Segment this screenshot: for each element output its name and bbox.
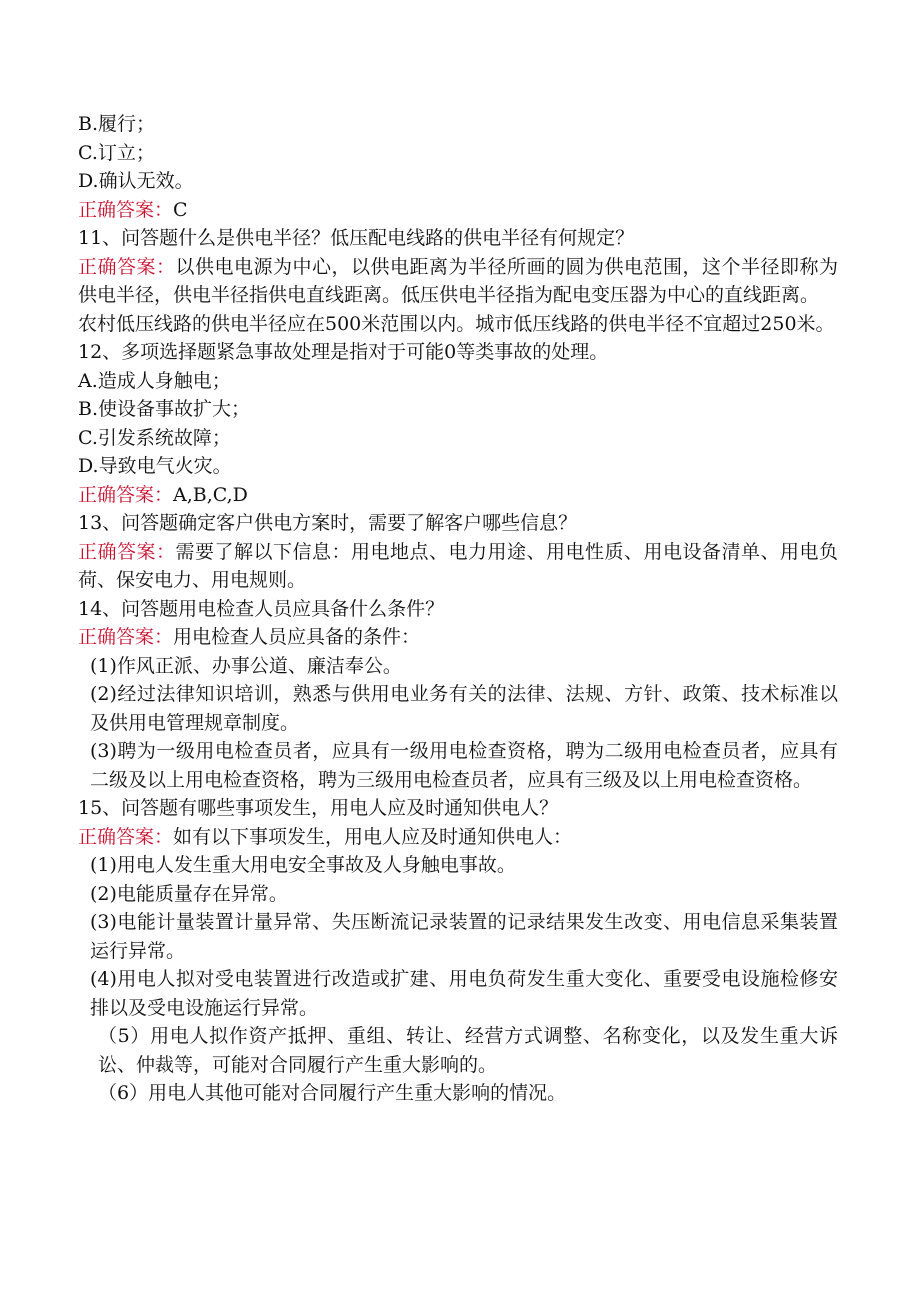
answer-label: 正确答案： <box>78 198 174 221</box>
q10-answer <box>78 196 838 225</box>
q14-question: 14、问答题用电检查人员应具备什么条件？ <box>78 597 445 620</box>
q15-answer-intro: 如有以下事项发生，用电人应及时通知供电人： <box>173 825 573 848</box>
q15-item-2: (2)电能质量存在异常。 <box>90 882 288 905</box>
q13-answer <box>78 538 838 595</box>
answer-label: 正确答案： <box>78 540 176 563</box>
q12-option-c: C.引发系统故障； <box>78 426 231 449</box>
q13-answer-text: 需要了解以下信息：用电地点、电力用途、用电性质、用电设备清单、用电负荷、保安电力、用电规则。 <box>78 540 838 591</box>
q10-option-b: B.履行； <box>78 113 156 135</box>
answer-label: 正确答案： <box>78 626 174 648</box>
q15-item-4: (4)用电人拟对受电装置进行改造或扩建、用电负荷发生重大变化、重要受电设施检修安排以及受电设施运行异常。 <box>90 968 838 1019</box>
q15-item-3: (3)电能计量装置计量异常、失压断流记录装置的记录结果发生改变、用电信息采集装置运行异常。 <box>90 911 838 962</box>
answer-label: 正确答案： <box>78 255 176 278</box>
q15-question: 15、问答题有哪些事项发生，用电人应及时通知供电人？ <box>78 797 559 819</box>
q11-question: 11、问答题什么是供电半径？低压配电线路的供电半径有何规定？ <box>78 227 635 249</box>
answer-label: 正确答案： <box>78 825 174 848</box>
q12-question: 12、多项选择题紧急事故处理是指对于可能0等类事故的处理。 <box>78 341 609 363</box>
q14-item-2: (2)经过法律知识培训，熟悉与供用电业务有关的法律、法规、方针、政策、技术标准以及供用电管理规章制度。 <box>90 683 838 734</box>
document-content <box>78 110 838 1108</box>
q12-option-b: B.使设备事故扩大； <box>78 398 251 420</box>
q12-option-d: D.导致电气火灾。 <box>78 455 232 477</box>
q14-answer <box>78 623 838 652</box>
q11-answer-text: 以供电电源为中心，以供电距离为半径所画的圆为供电范围，这个半径即称为供电半径，供电半径指供电直线距离。低压供电半径指为配电变压器为中心的直线距离。 <box>78 255 838 306</box>
q14-item-1: (1)作风正派、办事公道、廉洁奉公。 <box>90 654 402 677</box>
q15-answer <box>78 823 838 852</box>
q12-option-a: A.造成人身触电； <box>78 369 231 392</box>
q10-answer-value: C <box>173 198 188 221</box>
q11-answer <box>78 253 838 310</box>
q12-answer-value: A,B,C,D <box>173 483 248 506</box>
q15-item-5: （5）用电人拟作资产抵押、重组、转让、经营方式调整、名称变化，以及发生重大诉讼、仲裁等，可能对合同履行产生重大影响的。 <box>98 1025 838 1076</box>
q10-option-d: D.确认无效。 <box>78 170 194 192</box>
q14-answer-intro: 用电检查人员应具备的条件： <box>173 626 421 648</box>
q10-option-c: C.订立； <box>78 141 155 164</box>
q11-answer-rural: 农村低压线路的供电半径应在500米范围以内。城市低压线路的供电半径不宜超过250米。 <box>78 312 835 335</box>
q15-item-6: （6）用电人其他可能对合同履行产生重大影响的情况。 <box>98 1082 567 1104</box>
q12-answer <box>78 481 838 510</box>
q15-item-1: (1)用电人发生重大用电安全事故及人身触电事故。 <box>90 854 516 876</box>
q13-question: 13、问答题确定客户供电方案时，需要了解客户哪些信息？ <box>78 512 578 534</box>
answer-label: 正确答案： <box>78 483 174 506</box>
q14-item-3: (3)聘为一级用电检查员者，应具有一级用电检查资格，聘为二级用电检查员者，应具有二级及以上用电检查资格，聘为三级用电检查员者，应具有三级及以上用电检查资格。 <box>90 740 838 791</box>
